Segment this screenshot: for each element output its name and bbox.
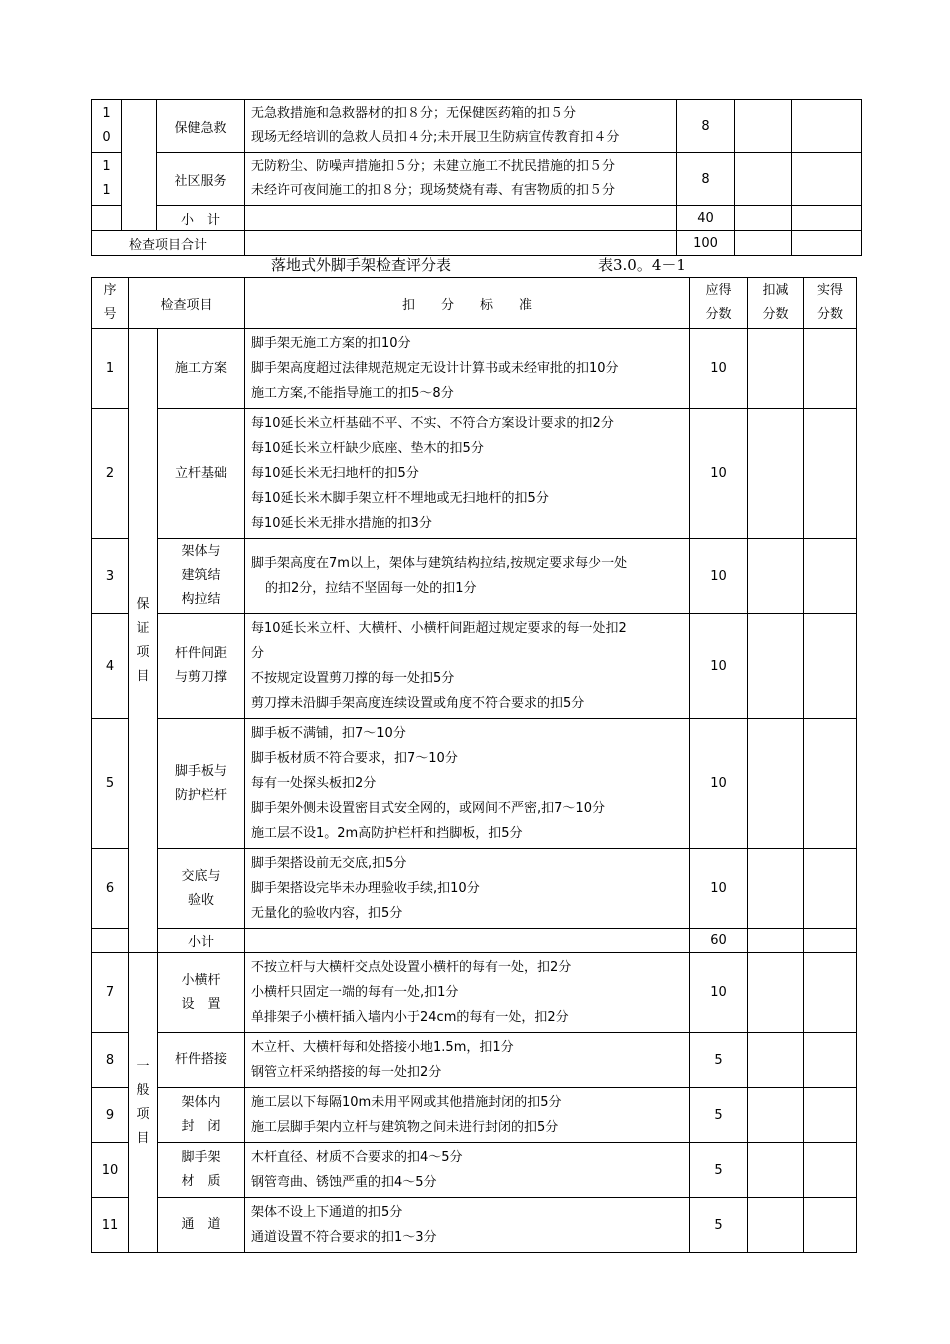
table-row — [92, 539, 857, 614]
actual-score — [804, 953, 857, 1033]
table-row — [92, 614, 857, 719]
item-name: 脚手板与 防护栏杆 — [158, 719, 245, 849]
row-number: 7 — [92, 953, 129, 1033]
deduct-score — [748, 953, 804, 1033]
item-name: 小横杆 设 置 — [158, 953, 245, 1033]
table-code: 表3.0。4－1 — [598, 256, 686, 274]
criteria-cell: 脚手板不满铺，扣7～10分 脚手板材质不符合要求，扣7～10分 每有一处探头板扣2分 脚手架外侧未设置密目式安全网的，或网间不严密,扣7～10分 施工层不设1。2m高防护栏杆和挡脚板，扣5分 — [245, 719, 690, 849]
item-name: 架体内 封 闭 — [158, 1088, 245, 1143]
subtotal-label: 小 计 — [157, 206, 245, 231]
deduct-score — [748, 1088, 804, 1143]
table-row — [92, 1198, 857, 1253]
deduct-score — [748, 409, 804, 539]
table-row — [92, 953, 857, 1033]
table-row — [92, 153, 862, 206]
table-row — [92, 1088, 857, 1143]
row-number: 2 — [92, 409, 129, 539]
criteria-cell: 每10延长米立杆基础不平、不实、不符合方案设计要求的扣2分 每10延长米立杆缺少底座、垫木的扣5分 每10延长米无扫地杆的扣5分 每10延长米木脚手架立杆不埋地或无扫地杆的扣5分 每10延长米无排水措施的扣3分 — [245, 409, 690, 539]
criteria-cell: 不按立杆与大横杆交点处设置小横杆的每有一处，扣2分 小横杆只固定一端的每有一处,扣1分 单排架子小横杆插入墙内小于24cm的每有一处，扣2分 — [245, 953, 690, 1033]
subtotal-label: 小计 — [158, 929, 245, 953]
row-number: 8 — [92, 1033, 129, 1088]
header-should-score: 应得 分数 — [690, 278, 748, 329]
table-row — [92, 1033, 857, 1088]
total-row — [92, 231, 862, 256]
item-name: 立杆基础 — [158, 409, 245, 539]
should-score: 5 — [690, 1198, 748, 1253]
deduct-score — [748, 1143, 804, 1198]
total-label: 检查项目合计 — [92, 231, 245, 256]
deduct-score — [748, 614, 804, 719]
table-row — [92, 409, 857, 539]
subtotal-row — [92, 206, 862, 231]
row-number: 4 — [92, 614, 129, 719]
top-table — [91, 99, 862, 256]
criteria-cell: 木杆直径、材质不合要求的扣4～5分 钢管弯曲、锈蚀严重的扣4～5分 — [245, 1143, 690, 1198]
item-name: 架体与 建筑结 构拉结 — [158, 539, 245, 614]
should-score: 10 — [690, 614, 748, 719]
criteria-cell: 无防粉尘、防噪声措施扣５分；未建立施工不扰民措施的扣５分 未经许可夜间施工的扣８分；现场焚烧有毒、有害物质的扣５分 — [245, 153, 677, 206]
criteria-cell: 架体不设上下通道的扣5分 通道设置不符合要求的扣1～3分 — [245, 1198, 690, 1253]
item-name: 杆件搭接 — [158, 1033, 245, 1088]
deduct-score — [748, 539, 804, 614]
row-number: 3 — [92, 539, 129, 614]
row-number: 6 — [92, 849, 129, 929]
should-score: 10 — [690, 409, 748, 539]
deduct-score — [735, 153, 792, 206]
actual-score — [804, 409, 857, 539]
header-criteria: 扣 分 标 准 — [245, 278, 690, 329]
table-row — [92, 849, 857, 929]
header-deduct-score: 扣减 分数 — [748, 278, 804, 329]
criteria-cell: 木立杆、大横杆每和处搭接小地1.5m，扣1分 钢管立杆采纳搭接的每一处扣2分 — [245, 1033, 690, 1088]
should-score: 10 — [690, 849, 748, 929]
should-score: 10 — [690, 329, 748, 409]
table-row — [92, 719, 857, 849]
should-score: 8 — [677, 153, 735, 206]
row-number: 5 — [92, 719, 129, 849]
actual-score — [804, 329, 857, 409]
criteria-cell: 施工层以下每隔10m未用平网或其他措施封闭的扣5分 施工层脚手架内立杆与建筑物之间未进行封闭的扣5分 — [245, 1088, 690, 1143]
subtotal-score: 60 — [690, 929, 748, 953]
criteria-cell: 脚手架无施工方案的扣10分 脚手架高度超过法律规范规定无设计计算书或未经审批的扣10分 施工方案,不能指导施工的扣5～8分 — [245, 329, 690, 409]
actual-score — [804, 719, 857, 849]
item-name: 脚手架 材 质 — [158, 1143, 245, 1198]
actual-score — [804, 1198, 857, 1253]
item-name: 通 道 — [158, 1198, 245, 1253]
should-score: 10 — [690, 953, 748, 1033]
should-score: 5 — [690, 1088, 748, 1143]
criteria-cell: 脚手架搭设前无交底,扣5分 脚手架搭设完毕未办理验收手续,扣10分 无量化的验收内容，扣5分 — [245, 849, 690, 929]
should-score: 8 — [677, 100, 735, 153]
actual-score — [792, 153, 862, 206]
row-number: 1 1 — [92, 153, 122, 206]
subtotal-row — [92, 929, 857, 953]
item-name: 杆件间距 与剪刀撑 — [158, 614, 245, 719]
criteria-cell: 无急救措施和急救器材的扣８分；无保健医药箱的扣５分 现场无经培训的急救人员扣４分;未开展卫生防病宣传教育扣４分 — [245, 100, 677, 153]
group-cell — [122, 100, 157, 231]
item-name: 施工方案 — [158, 329, 245, 409]
total-score: 100 — [677, 231, 735, 256]
item-name: 保健急救 — [157, 100, 245, 153]
criteria-cell: 脚手架高度在7m以上，架体与建筑结构拉结,按规定要求每少一处 的扣2分，拉结不坚固每一处的扣1分 — [245, 539, 690, 614]
should-score: 5 — [690, 1033, 748, 1088]
header-no: 序 号 — [92, 278, 129, 329]
deduct-score — [748, 719, 804, 849]
deduct-score — [748, 329, 804, 409]
actual-score — [792, 100, 862, 153]
header-item: 检查项目 — [129, 278, 245, 329]
item-name: 交底与 验收 — [158, 849, 245, 929]
actual-score — [804, 849, 857, 929]
header-actual-score: 实得 分数 — [804, 278, 857, 329]
group-guarantee: 保 证 项 目 — [129, 329, 158, 953]
actual-score — [804, 614, 857, 719]
deduct-score — [735, 100, 792, 153]
deduct-score — [748, 849, 804, 929]
row-number: 1 0 — [92, 100, 122, 153]
group-general: 一 般 项 目 — [129, 953, 158, 1253]
row-number: 9 — [92, 1088, 129, 1143]
table-row — [92, 1143, 857, 1198]
row-number: 1 — [92, 329, 129, 409]
subtotal-score: 40 — [677, 206, 735, 231]
table-row — [92, 329, 857, 409]
row-number: 10 — [92, 1143, 129, 1198]
actual-score — [804, 1088, 857, 1143]
deduct-score — [748, 1033, 804, 1088]
should-score: 10 — [690, 719, 748, 849]
row-number: 11 — [92, 1198, 129, 1253]
deduct-score — [748, 1198, 804, 1253]
actual-score — [804, 539, 857, 614]
criteria-cell: 每10延长米立杆、大横杆、小横杆间距超过规定要求的每一处扣2 分 不按规定设置剪刀撑的每一处扣5分 剪刀撑未沿脚手架高度连续设置或角度不符合要求的扣5分 — [245, 614, 690, 719]
item-name: 社区服务 — [157, 153, 245, 206]
table-title: 落地式外脚手架检查评分表 — [271, 256, 452, 274]
should-score: 5 — [690, 1143, 748, 1198]
scaffold-score-table — [91, 277, 857, 1253]
table-row — [92, 100, 862, 153]
actual-score — [804, 1143, 857, 1198]
header-row — [92, 278, 857, 329]
actual-score — [804, 1033, 857, 1088]
should-score: 10 — [690, 539, 748, 614]
